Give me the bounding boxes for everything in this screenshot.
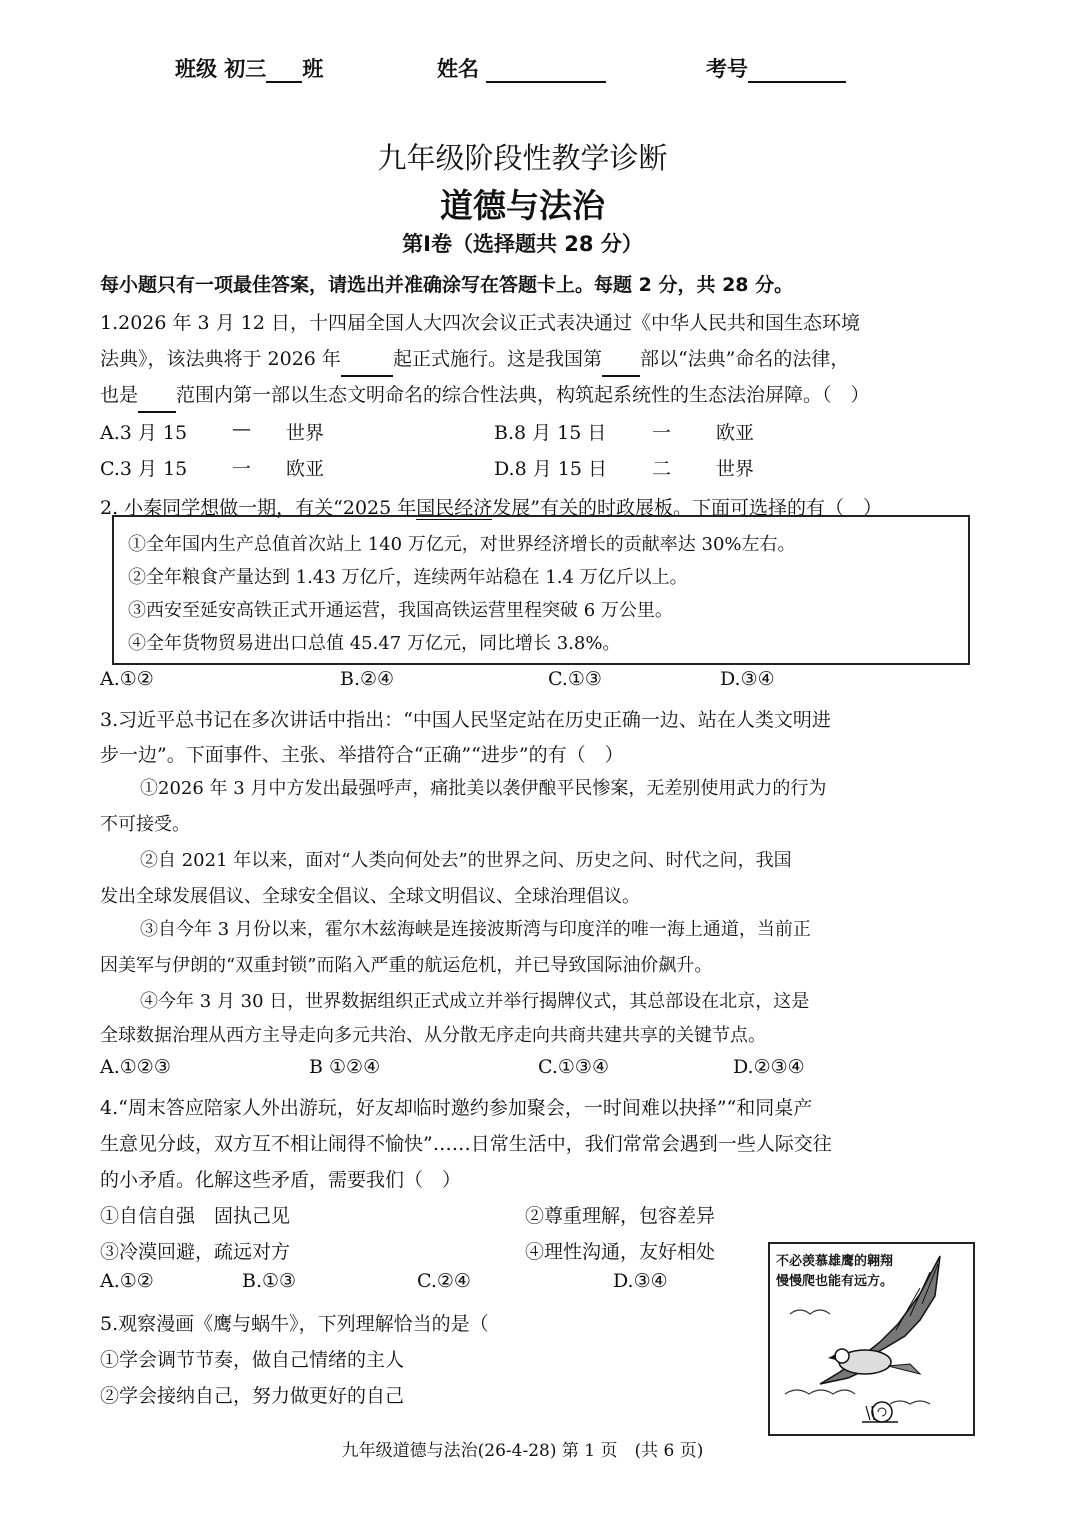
q3-material-4-line1: ④今年 3 月 30 日，世界数据组织正式成立并举行揭牌仪式，其总部设在北京，这是 [140, 991, 810, 1012]
cartoon-caption-line2: 慢慢爬也能有远方。 [776, 1274, 894, 1289]
name-field [437, 53, 606, 83]
q3-stem-line2: 步一边”。下面事件、主张、举措符合“正确”“进步”的有（ ） [100, 744, 624, 766]
class-suffix: 班 [302, 57, 324, 81]
snail-icon [862, 1402, 898, 1422]
q3-material-3-line2: 因美军与伊朗的“双重封锁”而陷入严重的航运危机，并已导致国际油价飙升。 [100, 955, 713, 976]
q3-material-1-line1: ①2026 年 3 月中方发出最强呼声，痛批美以袭伊酿平民惨案，无差别使用武力的行为 [140, 778, 827, 799]
cloud-icon [790, 1310, 830, 1314]
q1-blank-number [602, 357, 640, 377]
q5-stem: 5.观察漫画《鹰与蜗牛》，下列理解恰当的是（ [100, 1313, 489, 1335]
eagle-snail-cartoon [768, 1242, 975, 1436]
q4-item-2: ②尊重理解，包容差异 [525, 1205, 716, 1227]
name-blank[interactable] [486, 61, 606, 83]
q1-blank-date [341, 357, 393, 377]
q4-item-3: ③冷漠回避，疏远对方 [100, 1241, 291, 1263]
instructions: 每小题只有一项最佳答案，请选出并准确涂写在答题卡上。每题 2 分，共 28 分。 [100, 274, 794, 296]
q3-material-3-line1: ③自今年 3 月份以来，霍尔木兹海峡是连接波斯湾与印度洋的唯一海上通道，当前正 [140, 919, 811, 940]
q2-material-1: ①全年国内生产总值首次站上 140 万亿元，对世界经济增长的贡献率达 30%左右。 [128, 534, 796, 555]
q3-option-b[interactable]: B ①②④ [309, 1056, 381, 1078]
q1-line3-part2: 范围内第一部以生态文明命名的综合性法典，构筑起系统性的生态法治屏障。（ ） [176, 384, 870, 406]
exam-no-field [706, 53, 846, 83]
q4-option-b[interactable]: B.①③ [242, 1270, 297, 1292]
q1-option-b-end: 欧亚 [716, 422, 755, 444]
eagle-snail-illustration [770, 1244, 973, 1434]
q2-material-2: ②全年粮食产量达到 1.43 万亿斤，连续两年站稳在 1.4 万亿斤以上。 [128, 567, 688, 588]
subject-title: 道德与法治 [440, 186, 605, 225]
q5-item-1: ①学会调节节奏，做自己情绪的主人 [100, 1349, 405, 1371]
q1-line2-part1: 法典》，该法典将于 2026 年 [100, 348, 341, 370]
cartoon-caption-line1: 不必羡慕雄鹰的翱翔 [776, 1254, 894, 1269]
q4-option-c[interactable]: C.②④ [417, 1270, 471, 1292]
q4-stem-line3: 的小矛盾。化解这些矛盾，需要我们（ ） [100, 1169, 462, 1191]
q1-option-c-mid: 一 [232, 458, 252, 480]
q3-material-4-line2: 全球数据治理从西方主导走向多元共治、从分散无序走向共商共建共享的关键节点。 [100, 1025, 766, 1046]
q4-option-d[interactable]: D.③④ [613, 1270, 668, 1292]
q2-stem-underlined: 国民经济 [416, 497, 493, 519]
class-field [175, 53, 323, 83]
q3-material-2-line1: ②自 2021 年以来，面对“人类向何处去”的世界之问、历史之问、时代之问，我国 [140, 850, 792, 871]
name-label: 姓名 [437, 57, 479, 81]
class-label: 班级 初三 [175, 57, 267, 81]
q4-stem-line1: 4.“周末答应陪家人外出游玩，好友却临时邀约参加聚会，一时间难以抉择”“和同桌产 [100, 1097, 813, 1119]
q2-option-a[interactable]: A.①② [100, 668, 154, 690]
q2-stem-part2: 发展”有关的时政展板。下面可选择的有（ ） [492, 497, 883, 519]
class-blank[interactable] [266, 61, 302, 83]
q1-line3 [100, 377, 870, 413]
q3-option-d[interactable]: D.②③④ [733, 1056, 805, 1078]
q3-material-2-line2: 发出全球发展倡议、全球安全倡议、全球文明倡议、全球治理倡议。 [100, 886, 640, 907]
q4-stem-line2: 生意见分歧，双方互不相让闹得不愉快”……日常生活中，我们常常会遇到一些人际交往 [100, 1133, 832, 1155]
page-title: 九年级阶段性教学诊断 [377, 141, 668, 175]
q2-option-c[interactable]: C.①③ [548, 668, 602, 690]
q1-option-a-end: 世界 [286, 422, 325, 444]
q3-stem-line1: 3.习近平总书记在多次讲话中指出：“中国人民坚定站在历史正确一边、站在人类文明进 [100, 709, 831, 731]
q2-option-b[interactable]: B.②④ [340, 668, 395, 690]
q3-option-c[interactable]: C.①③④ [538, 1056, 609, 1078]
q1-option-a[interactable]: A.3 月 15 [100, 422, 188, 444]
q2-material-3: ③西安至延安高铁正式开通运营，我国高铁运营里程突破 6 万公里。 [128, 600, 673, 621]
q4-item-1: ①自信自强 固执己见 [100, 1205, 291, 1227]
q1-option-d-mid: 二 [652, 458, 672, 480]
q3-material-1-line2: 不可接受。 [100, 814, 190, 835]
q1-option-a-mid: — [232, 418, 251, 440]
q2-material-4: ④全年货物贸易进出口总值 45.47 万亿元，同比增长 3.8%。 [128, 633, 621, 654]
q2-option-d[interactable]: D.③④ [720, 668, 775, 690]
q1-line2-part2: 起正式施行。这是我国第 [392, 348, 602, 370]
q1-option-b-mid: 一 [652, 422, 672, 444]
section-title: 第Ⅰ卷（选择题共 28 分） [402, 232, 643, 256]
cloud-icon [785, 1390, 855, 1394]
q3-option-a[interactable]: A.①②③ [100, 1056, 171, 1078]
exam-no-blank[interactable] [748, 61, 846, 83]
q1-blank-scope [138, 393, 176, 413]
q1-line2 [100, 341, 849, 377]
q2-stem-part1: 2. 小秦同学想做一期，有关“2025 年 [100, 497, 417, 519]
q5-item-2: ②学会接纳自己，努力做更好的自己 [100, 1385, 405, 1407]
q1-line2-part3: 部以“法典”命名的法律， [639, 348, 850, 370]
exam-no-label: 考号 [706, 57, 748, 81]
q4-item-4: ④理性沟通，友好相处 [525, 1241, 716, 1263]
q1-option-c[interactable]: C.3 月 15 [100, 458, 188, 480]
q1-option-d-end: 世界 [716, 458, 755, 480]
q1-option-d[interactable]: D.8 月 15 日 [494, 458, 607, 480]
page-footer: 九年级道德与法治(26-4-28) 第 1 页 (共 6 页) [341, 1441, 704, 1461]
q1-line1: 1.2026 年 3 月 12 日，十四届全国人大四次会议正式表决通过《中华人民共和国生态环境 [100, 312, 860, 334]
q1-option-c-end: 欧亚 [286, 458, 325, 480]
q1-line3-part1: 也是 [100, 384, 139, 406]
cloud-icon [890, 1401, 930, 1404]
q4-option-a[interactable]: A.①② [100, 1270, 154, 1292]
eagle-icon [820, 1256, 940, 1384]
q1-option-b[interactable]: B.8 月 15 日 [494, 422, 607, 444]
